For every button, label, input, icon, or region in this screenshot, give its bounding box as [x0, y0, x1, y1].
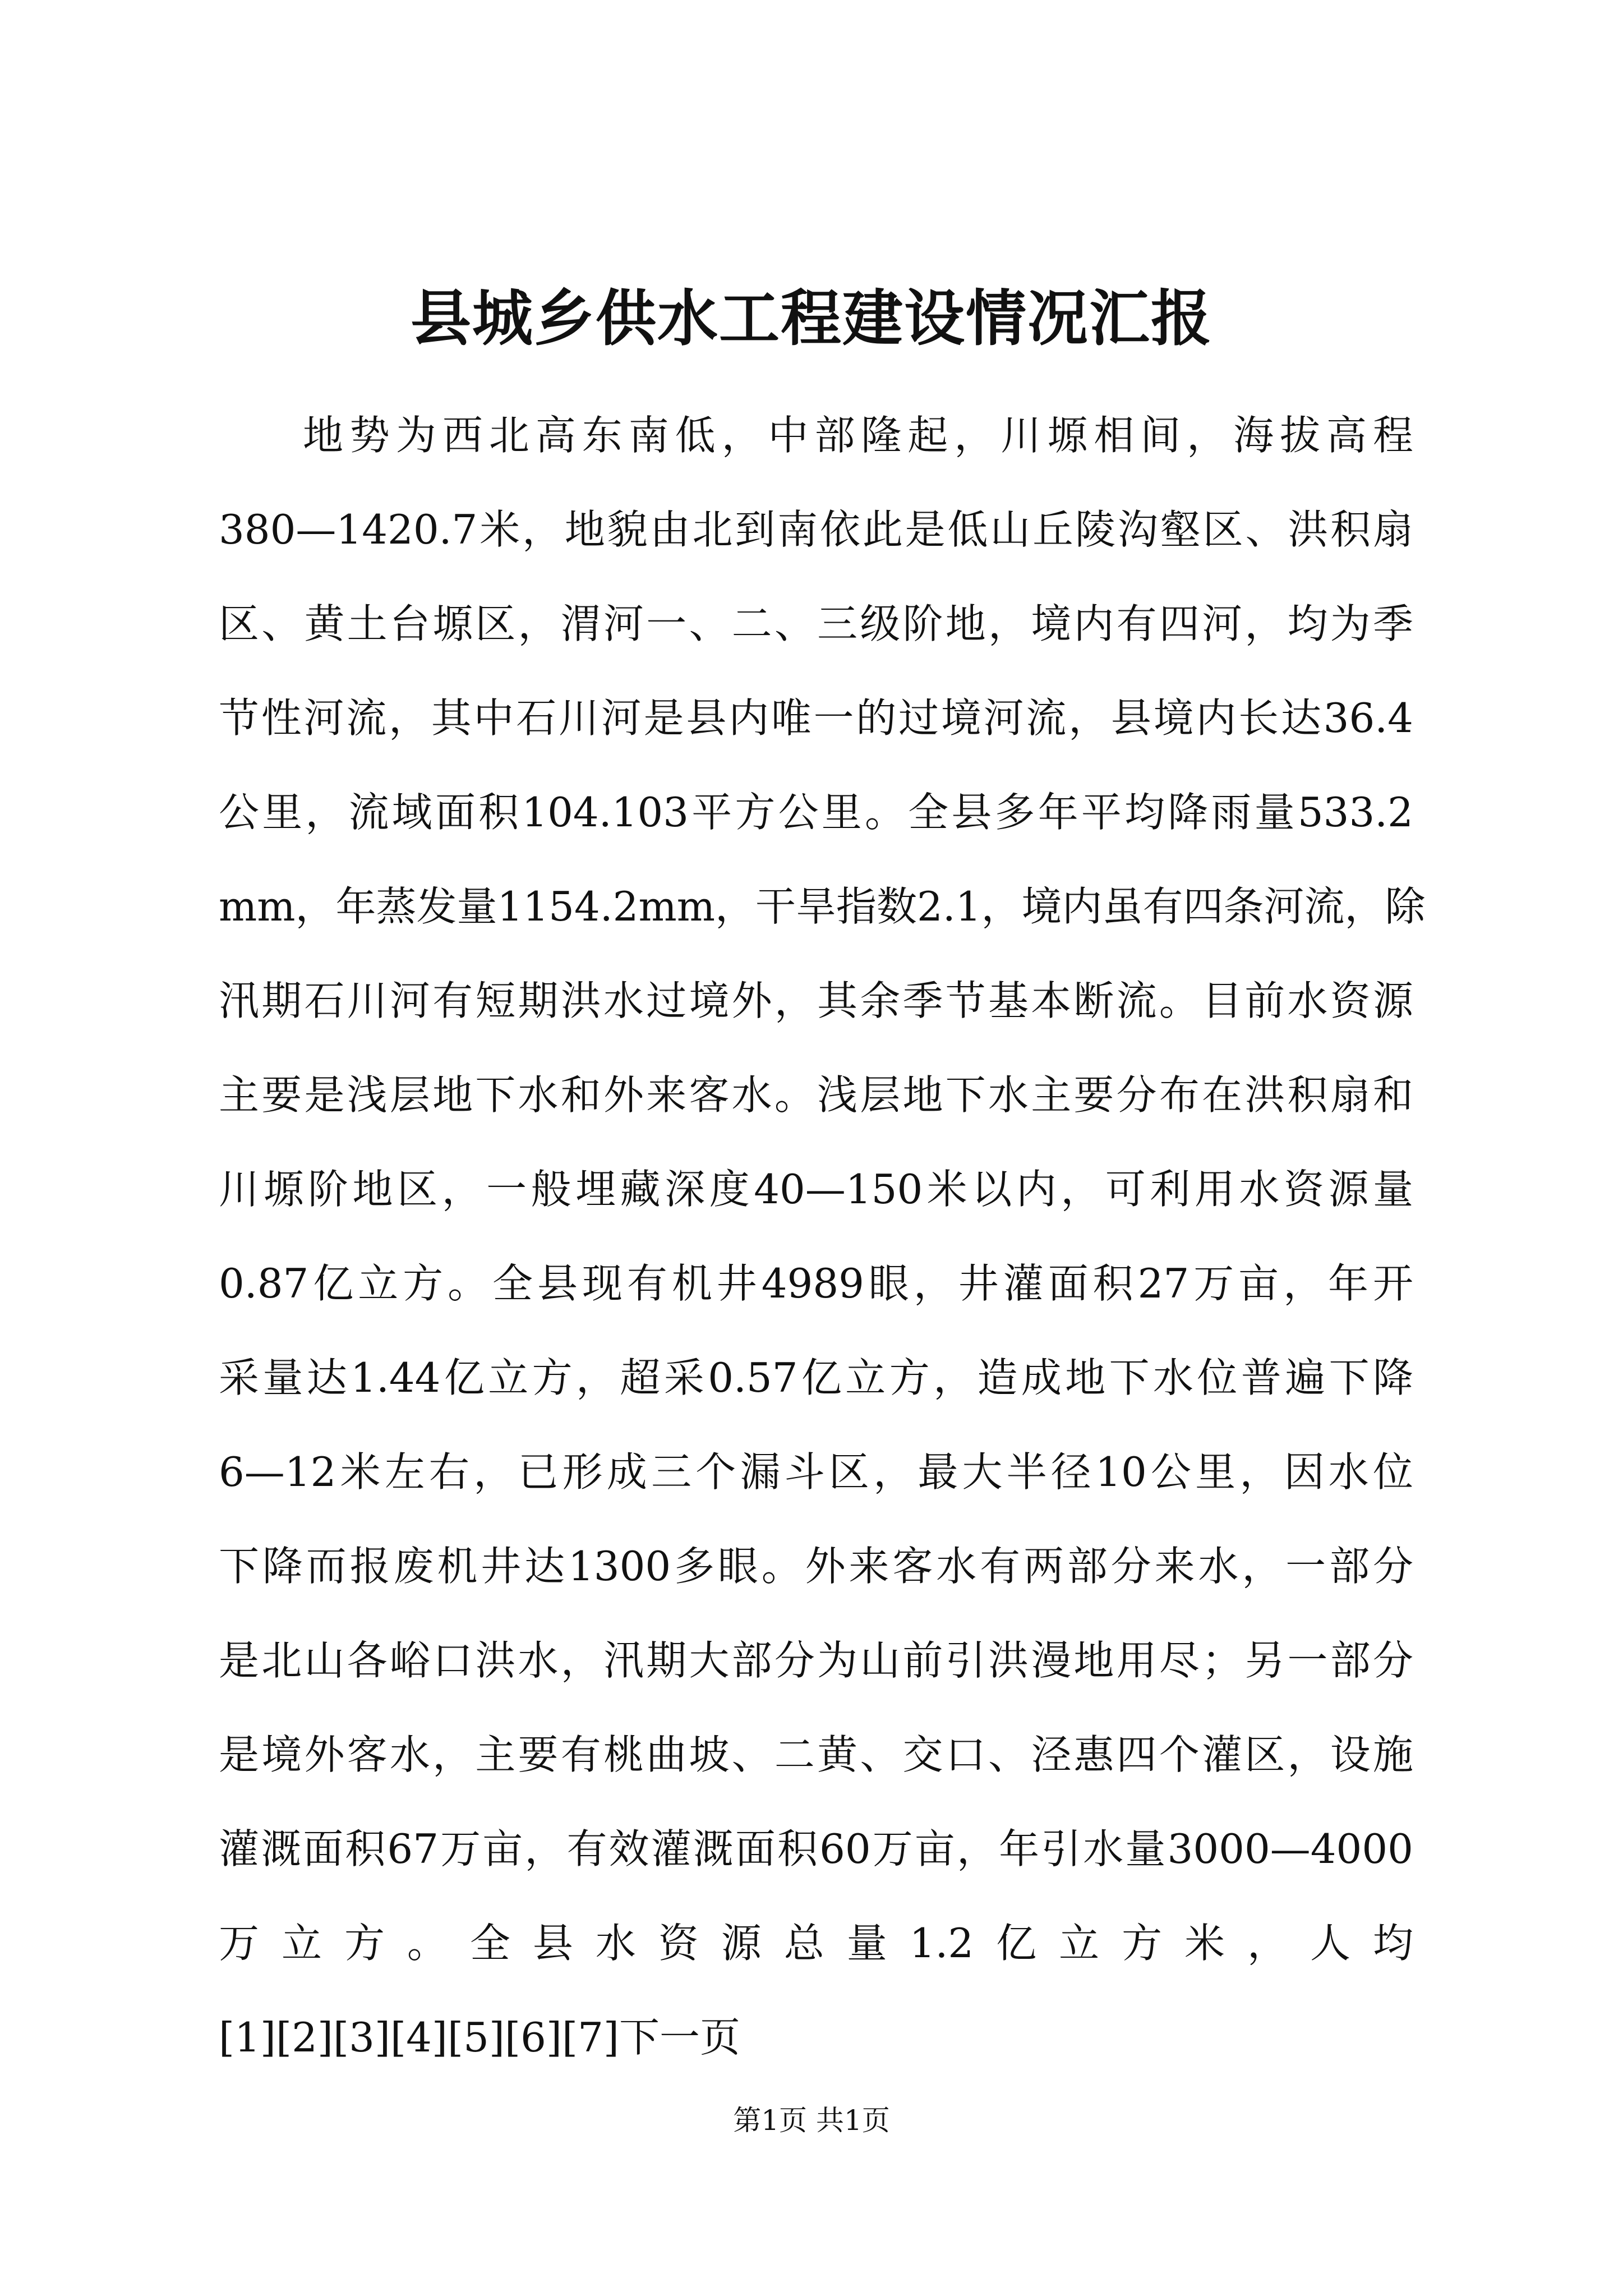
page-link-4[interactable]: [4]: [390, 2014, 448, 2061]
body-line: 主要是浅层地下水和外来客水。浅层地下水主要分布在洪积扇和: [219, 1071, 1413, 1119]
body-line: 节性河流，其中石川河是县内唯一的过境河流，县境内长达36.4: [219, 694, 1413, 742]
body-line: 地势为西北高东南低，中部隆起，川塬相间，海拔高程: [303, 412, 1413, 459]
next-page-link[interactable]: 下一页: [619, 2014, 741, 2061]
document-title: 县城乡供水工程建设情况汇报: [410, 283, 1212, 354]
page-link-1[interactable]: [1]: [219, 2014, 276, 2061]
body-line: 6—12米左右，已形成三个漏斗区，最大半径10公里，因水位: [219, 1448, 1413, 1496]
body-line: 0.87亿立方。全县现有机井4989眼，井灌面积27万亩，年开: [219, 1260, 1413, 1307]
document-body: [219, 388, 1426, 2085]
body-line: 公里，流域面积104.103平方公里。全县多年平均降雨量533.2: [219, 789, 1413, 836]
body-line: 采量达1.44亿立方，超采0.57亿立方，造成地下水位普遍下降: [219, 1354, 1413, 1401]
page-link-3[interactable]: [3]: [333, 2014, 390, 2061]
page-link-5[interactable]: [5]: [448, 2014, 505, 2061]
page-link-6[interactable]: [6]: [505, 2014, 562, 2061]
body-line: 是境外客水，主要有桃曲坡、二黄、交口、泾惠四个灌区，设施: [219, 1731, 1413, 1778]
body-line: 万立方。全县水资源总量1.2亿立方米，人均: [219, 1920, 1413, 1967]
body-line: 下降而报废机井达1300多眼。外来客水有两部分来水，一部分: [219, 1543, 1413, 1590]
body-line: 川塬阶地区，一般埋藏深度40—150米以内，可利用水资源量: [219, 1166, 1413, 1213]
body-line: mm，年蒸发量1154.2mm，干旱指数2.1，境内虽有四条河流，除: [219, 883, 1426, 930]
body-line: 区、黄土台塬区，渭河一、二、三级阶地，境内有四河，均为季: [219, 600, 1413, 647]
pagination: [219, 1990, 1413, 2085]
page-link-2[interactable]: [2]: [276, 2014, 333, 2061]
page-footer: 第1页 共1页: [733, 2104, 890, 2137]
page-link-7[interactable]: [7]: [562, 2014, 619, 2061]
body-line: 汛期石川河有短期洪水过境外，其余季节基本断流。目前水资源: [219, 977, 1413, 1024]
body-line: 380—1420.7米，地貌由北到南依此是低山丘陵沟壑区、洪积扇: [219, 506, 1413, 553]
body-line: 灌溉面积67万亩，有效灌溉面积60万亩，年引水量3000—4000: [219, 1825, 1413, 1872]
body-line: 是北山各峪口洪水，汛期大部分为山前引洪漫地用尽；另一部分: [219, 1637, 1413, 1684]
